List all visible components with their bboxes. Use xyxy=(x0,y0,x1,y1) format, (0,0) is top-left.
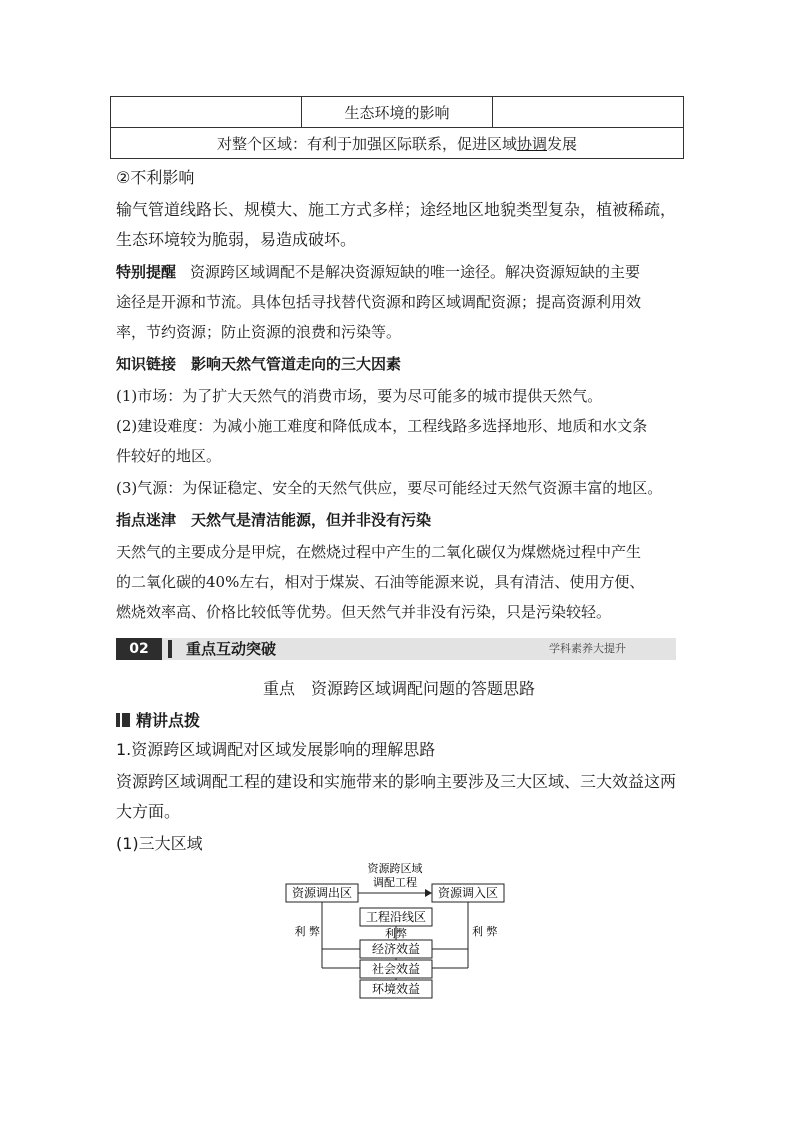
guide-line: 燃烧效率高、价格比较低等优势。但天然气并非没有污染，只是污染较轻。 xyxy=(116,603,612,621)
underlined-text: 协调 xyxy=(516,134,547,153)
tip-line: 率，节约资源；防止资源的浪费和污染等。 xyxy=(116,323,402,341)
tip-label: 特别提醒 xyxy=(116,263,177,281)
paragraph: 生态环境较为脆弱，易造成破坏。 xyxy=(116,230,357,249)
tip-line: 途径是开源和节流。具体包括寻找替代资源和跨区域调配资源；提高资源利用效 xyxy=(116,293,642,311)
diagram-box-label: 资源调出区 xyxy=(291,886,353,900)
tip-line xyxy=(116,262,682,282)
section-number: 02 xyxy=(116,638,162,660)
link-line: (2)建设难度：为减小施工难度和降低成本，工程线路多选择地形、地质和水文条 xyxy=(116,417,648,435)
link-label: 知识链接 xyxy=(116,355,177,373)
text: 资源跨区域调配不是解决资源短缺的唯一途径。解决资源短缺的主要 xyxy=(190,263,641,281)
diagram-top-label: 调配工程 xyxy=(373,876,417,889)
paragraph: 大方面。 xyxy=(116,802,181,821)
table-cell: 生态环境的影响 xyxy=(302,97,493,128)
section-marker-icon xyxy=(116,713,130,727)
paragraph: ②不利影响 xyxy=(116,168,195,187)
text: 精讲点拨 xyxy=(136,711,201,730)
table-cell xyxy=(493,97,684,128)
diagram-sub-label: 利弊 xyxy=(385,927,407,940)
paragraph: 输气管道线路长、规模大、施工方式多样；途经地区地貌类型复杂，植被稀疏， xyxy=(116,200,677,219)
text: 发展 xyxy=(547,134,578,153)
link-heading xyxy=(116,354,682,374)
guide-title: 天然气是清洁能源，但并非没有污染 xyxy=(191,511,432,529)
diagram-box-label: 资源调入区 xyxy=(437,886,499,900)
diagram-box-label: 工程沿线区 xyxy=(365,910,427,924)
link-line: 件较好的地区。 xyxy=(116,447,222,465)
link-line: (1)市场：为了扩大天然气的消费市场，要为尽可能多的城市提供天然气。 xyxy=(116,387,603,405)
diagram-box-label: 环境效益 xyxy=(371,982,421,996)
top-table xyxy=(110,96,684,159)
table-row xyxy=(111,97,684,128)
diagram-side-label: 利 弊 xyxy=(294,925,320,938)
table-cell xyxy=(111,97,302,128)
paragraph: (1)三大区域 xyxy=(116,834,203,853)
diagram-side-label: 利 弊 xyxy=(472,925,498,938)
section-title: 重点互动突破 xyxy=(186,640,277,658)
text: 对整个区域：有利于加强区际联系，促进区域 xyxy=(216,134,517,153)
banner-divider xyxy=(168,640,172,658)
diagram-box-label: 社会效益 xyxy=(371,962,421,976)
section-banner xyxy=(116,638,676,660)
guide-heading xyxy=(116,510,682,530)
paragraph: 1.资源跨区域调配对区域发展影响的理解思路 xyxy=(116,740,436,759)
link-line: (3)气源：为保证稳定、安全的天然气供应，要尽可能经过天然气资源丰富的地区。 xyxy=(116,479,663,497)
flow-diagram xyxy=(280,858,520,1000)
table-row xyxy=(111,128,684,159)
diagram-box-label: 经济效益 xyxy=(371,942,421,956)
guide-line: 天然气的主要成分是甲烷，在燃烧过程中产生的二氧化碳仅为煤燃烧过程中产生 xyxy=(116,543,642,561)
guide-line: 的二氧化碳的40%左右，相对于煤炭、石油等能源来说，具有清洁、使用方便、 xyxy=(116,573,645,591)
guide-label: 指点迷津 xyxy=(116,511,177,529)
paragraph: 资源跨区域调配工程的建设和实施带来的影响主要涉及三大区域、三大效益这两 xyxy=(116,772,677,791)
key-heading: 重点 资源跨区域调配问题的答题思路 xyxy=(262,679,535,698)
subsection-heading xyxy=(116,708,200,731)
diagram-top-label: 资源跨区域 xyxy=(367,862,423,875)
section-subtitle: 学科素养大提升 xyxy=(549,642,626,655)
table-cell xyxy=(111,128,684,159)
arrow-head-icon xyxy=(425,889,432,897)
link-title: 影响天然气管道走向的三大因素 xyxy=(191,355,402,373)
